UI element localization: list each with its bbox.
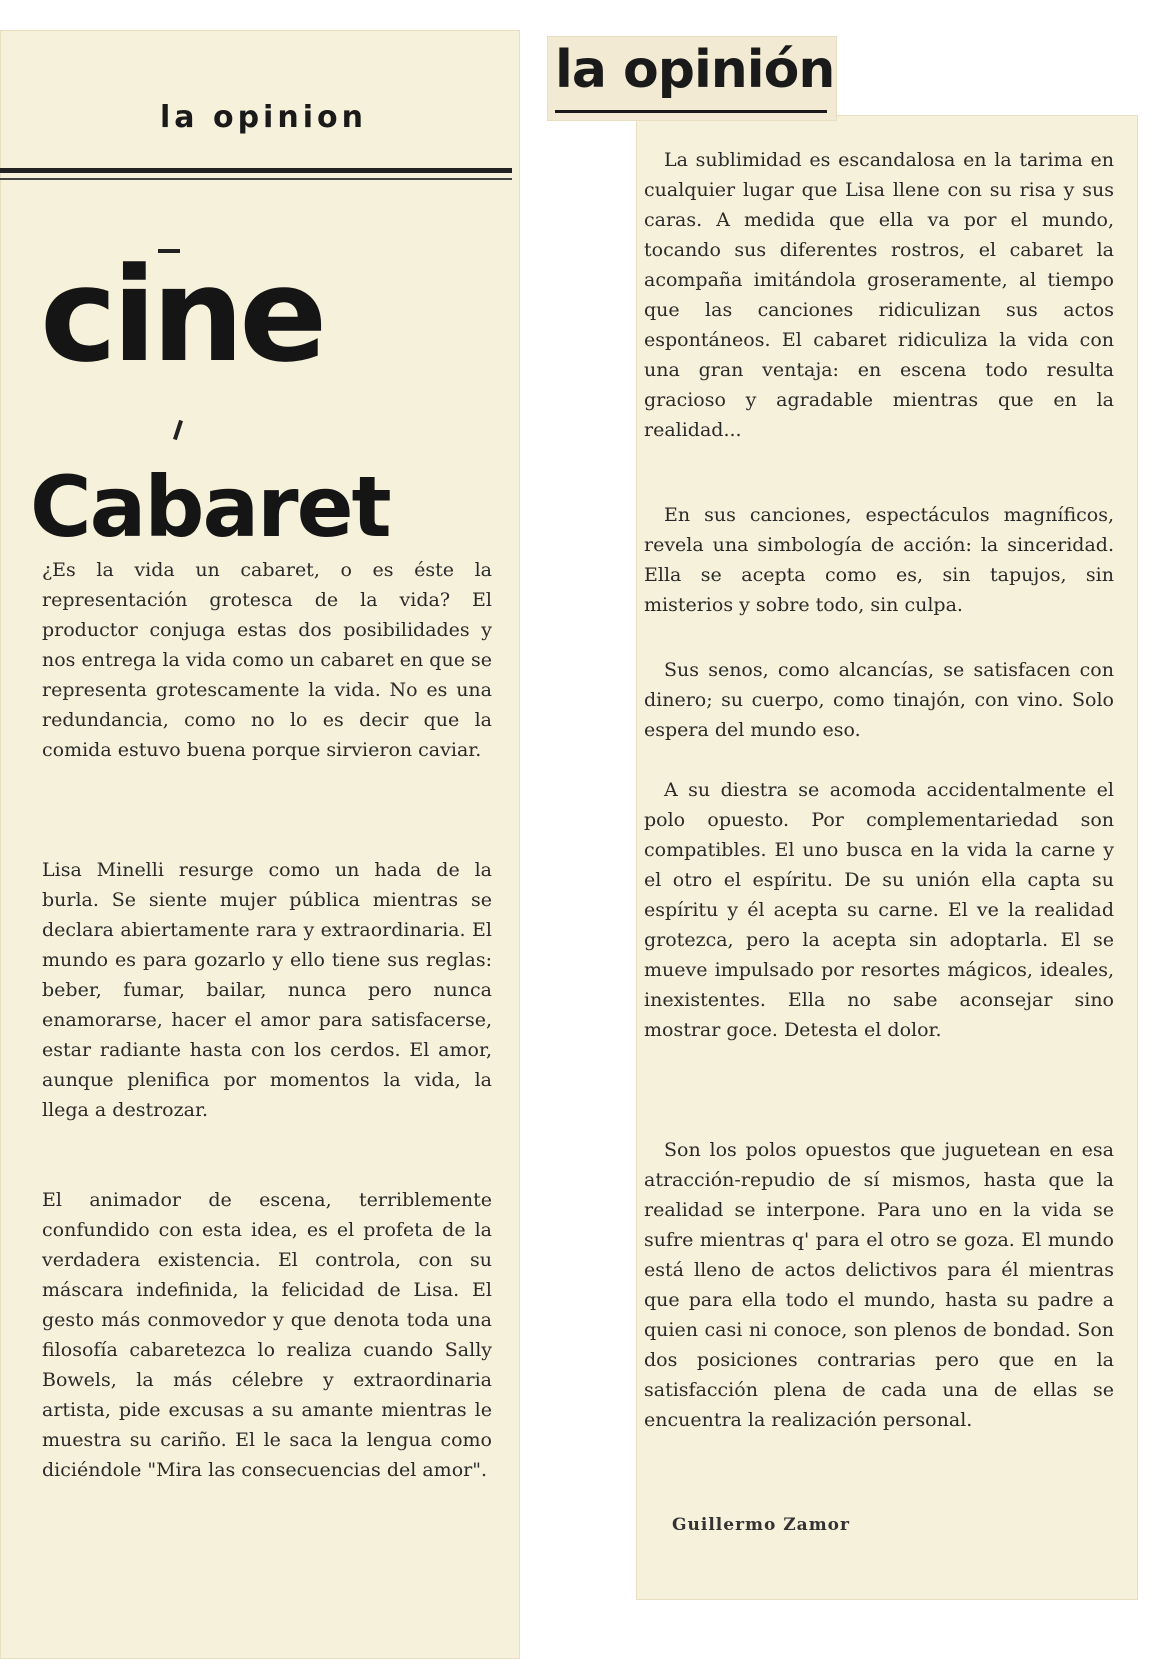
section-title: cine: [40, 239, 323, 391]
article-paragraph: Sus senos, como alcancías, se satisfacen con dinero; su cuerpo, como tinajón, con vino. Solo espera del mundo eso.: [644, 659, 1114, 741]
small-masthead: la opinion: [160, 100, 367, 135]
newspaper-masthead: la opinión: [555, 40, 835, 100]
masthead-clipping: [547, 36, 837, 121]
masthead-underline: [555, 110, 827, 113]
author-byline: Guillermo Zamor: [672, 1515, 850, 1535]
article-paragraph: Son los polos opuestos que juguetean en esa atracción-repudio de sí mismos, hasta que la realidad se interpone. Para uno en la vida se sufre mientras q' para el otro se goza. El mundo está lleno de actos delictivos para él mientras que para ella todo el mundo, hasta su padre a quien casi ni conoce, son plenos de bondad. Son dos posiciones contrarias pero que en la satisfacción plena de cada una de ellas se encuentra la realización personal.: [644, 1139, 1114, 1431]
article-paragraph: A su diestra se acomoda accidentalmente el polo opuesto. Por complementariedad son compatibles. El uno busca en la vida la carne y el otro el espíritu. De su unión ella capta su espíritu y él acepta su carne. El ve la realidad grotezca, pero la acepta sin adoptarla. El se mueve impulsado por resortes mágicos, ideales, inexistentes. Ella no sabe aconsejar sino mostrar goce. Detesta el dolor.: [644, 779, 1114, 1041]
article-paragraph: ¿Es la vida un cabaret, o es éste la representación grotesca de la vida? El productor conjuga estas dos posibilidades y nos entrega la vida como un cabaret en que se representa grotescamente la vida. No es una redundancia, como no lo es decir que la comida estuvo buena porque sirvieron caviar.: [42, 559, 492, 761]
article-paragraph: La sublimidad es escandalosa en la tarima en cualquier lugar que Lisa llene con su risa y sus caras. A medida que ella va por el mundo, tocando sus diferentes rostros, el cabaret la acompaña imitándola groseramente, al tiempo que las canciones ridiculizan sus actos espontáneos. El cabaret ridiculiza la vida con una gran ventaja: en escena todo resulta gracioso y agradable mientras que en la realidad...: [644, 149, 1114, 441]
article-paragraph: Lisa Minelli resurge como un hada de la burla. Se siente mujer pública mientras se declara abiertamente rara y extraordinaria. El mundo es para gozarlo y ello tiene sus reglas: beber, fumar, bailar, nunca pero nunca enamorarse, hacer el amor para satisfacerse, estar radiante hasta con los cerdos. El amor, aunque plenifica por momentos la vida, la llega a destrozar.: [42, 859, 492, 1121]
header-rule-thick: [0, 168, 512, 173]
header-rule-thin: [0, 178, 512, 180]
article-paragraph: En sus canciones, espectáculos magníficos, revela una simbología de acción: la sinceridad. Ella se acepta como es, sin tapujos, sin misterios y sobre todo, sin culpa.: [644, 504, 1114, 616]
article-headline: Cabaret: [30, 458, 390, 556]
article-paragraph: El animador de escena, terriblemente confundido con esta idea, es el profeta de la verdadera existencia. El controla, con su máscara indefinida, la felicidad de Lisa. El gesto más conmovedor y que denota toda una filosofía cabaretezca lo realiza cuando Sally Bowels, la más célebre y extraordinaria artista, pide excusas a su amante mientras le muestra su cariño. El le saca la lengua como diciéndole "Mira las consecuencias del amor".: [42, 1189, 492, 1481]
